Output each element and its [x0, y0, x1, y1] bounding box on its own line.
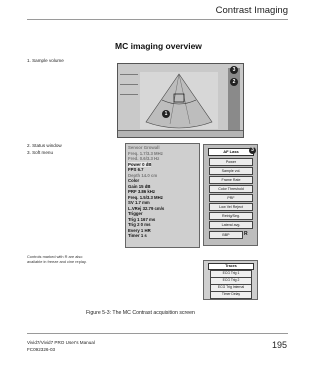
soft-button-low-vel-reject[interactable]: Low Vel Reject — [209, 203, 253, 211]
grid-line — [120, 94, 138, 95]
status-row: FPS 6.7 — [128, 167, 144, 172]
soft-button-sample-vol[interactable]: Sample vol. — [209, 167, 253, 175]
callout-3-marker: 3 — [249, 147, 256, 154]
status-row: Gain 15 dB — [128, 183, 151, 189]
status-window — [125, 143, 200, 248]
page-number: 195 — [271, 340, 287, 350]
status-row: Every 1 HR — [128, 227, 151, 233]
label-sample-volume: 1. Sample volume — [27, 58, 64, 63]
grid-line — [120, 74, 138, 75]
callout-2-marker: 2 — [230, 78, 238, 86]
status-row: Trig 1 167 ms — [128, 216, 156, 222]
soft-button-frame-rate[interactable]: Frame Rate — [209, 176, 253, 184]
status-row-selected: Power 0 dB — [128, 161, 152, 167]
trace-button-ecg-trig-1[interactable]: ECG Trig 1 — [210, 270, 252, 278]
status-row: Trig 2 0 ms — [128, 222, 151, 227]
footer-manual-info — [27, 340, 95, 353]
soft-menu — [203, 144, 258, 246]
trace-menu-header[interactable]: Traces — [208, 263, 254, 270]
page-header-title: Contrast Imaging — [215, 5, 288, 16]
status-row: Fred. 0.6/3.3 Hz — [128, 156, 160, 161]
replay-note: Controls marked with R are also available in freeze and cine replay. — [27, 254, 87, 264]
callout-1-marker: 1 — [162, 110, 170, 118]
header-rule — [27, 19, 288, 20]
trace-menu — [203, 260, 258, 300]
ultrasound-screen-image — [117, 63, 244, 138]
status-row: Freq. 1.5/3.3 MHz — [128, 194, 163, 200]
figure-caption: Figure 5-3: The MC Contrast acquisition screen — [86, 310, 195, 316]
section-title: MC imaging overview — [115, 41, 202, 51]
soft-button-color-threshold[interactable]: Color Threshold — [209, 185, 253, 193]
soft-button-bbp[interactable]: BBP — [209, 231, 243, 239]
status-row: PRF 3.86 kHz — [128, 189, 156, 194]
trace-button-ecg-trig-2[interactable]: ECG Trig 2 — [210, 277, 252, 285]
grid-line — [120, 84, 138, 85]
soft-button-retrig-seg[interactable]: Retrig/Seg. — [209, 212, 253, 220]
footer-rule — [27, 333, 288, 334]
callout-3-marker: 3 — [230, 66, 238, 74]
status-row: Depth 14.0 cm — [128, 172, 158, 178]
status-row: Color — [128, 178, 140, 183]
bottom-toolbar-thumbnail — [118, 130, 243, 137]
trace-button-timer-delay[interactable]: Timer Delay — [210, 291, 252, 299]
sector-scan-graphic — [140, 72, 218, 129]
status-row: Freq. 1.7/3.3 MHz — [128, 150, 163, 156]
status-row: L.VRej 32.79 cm/s — [128, 205, 165, 211]
soft-button-prf[interactable]: PRF — [209, 194, 253, 202]
soft-button-power[interactable]: Power — [209, 158, 253, 166]
status-row: Sensor Growall — [128, 145, 160, 150]
status-row: Timer 1 s — [128, 233, 147, 238]
label-soft-menu: 3. Soft menu — [27, 150, 54, 155]
scan-sector-area — [140, 72, 218, 129]
trace-button-ecg-trig-internal[interactable]: ECG Trig Internal — [210, 284, 252, 292]
replay-marker: R — [244, 231, 248, 237]
soft-button-lateral-avg[interactable]: Lateral avg. — [209, 221, 253, 229]
label-status-window: 2. Status window — [27, 143, 62, 148]
footer-doc-number: FC092326-03 — [27, 346, 56, 352]
footer-manual-title: Vivid7/Vivid7 PRO User's Manual — [27, 340, 95, 345]
soft-menu-header[interactable]: AF Lass — [208, 148, 254, 156]
status-row: SV 1.7 mm — [128, 200, 150, 205]
status-row: Trigger — [128, 211, 143, 216]
